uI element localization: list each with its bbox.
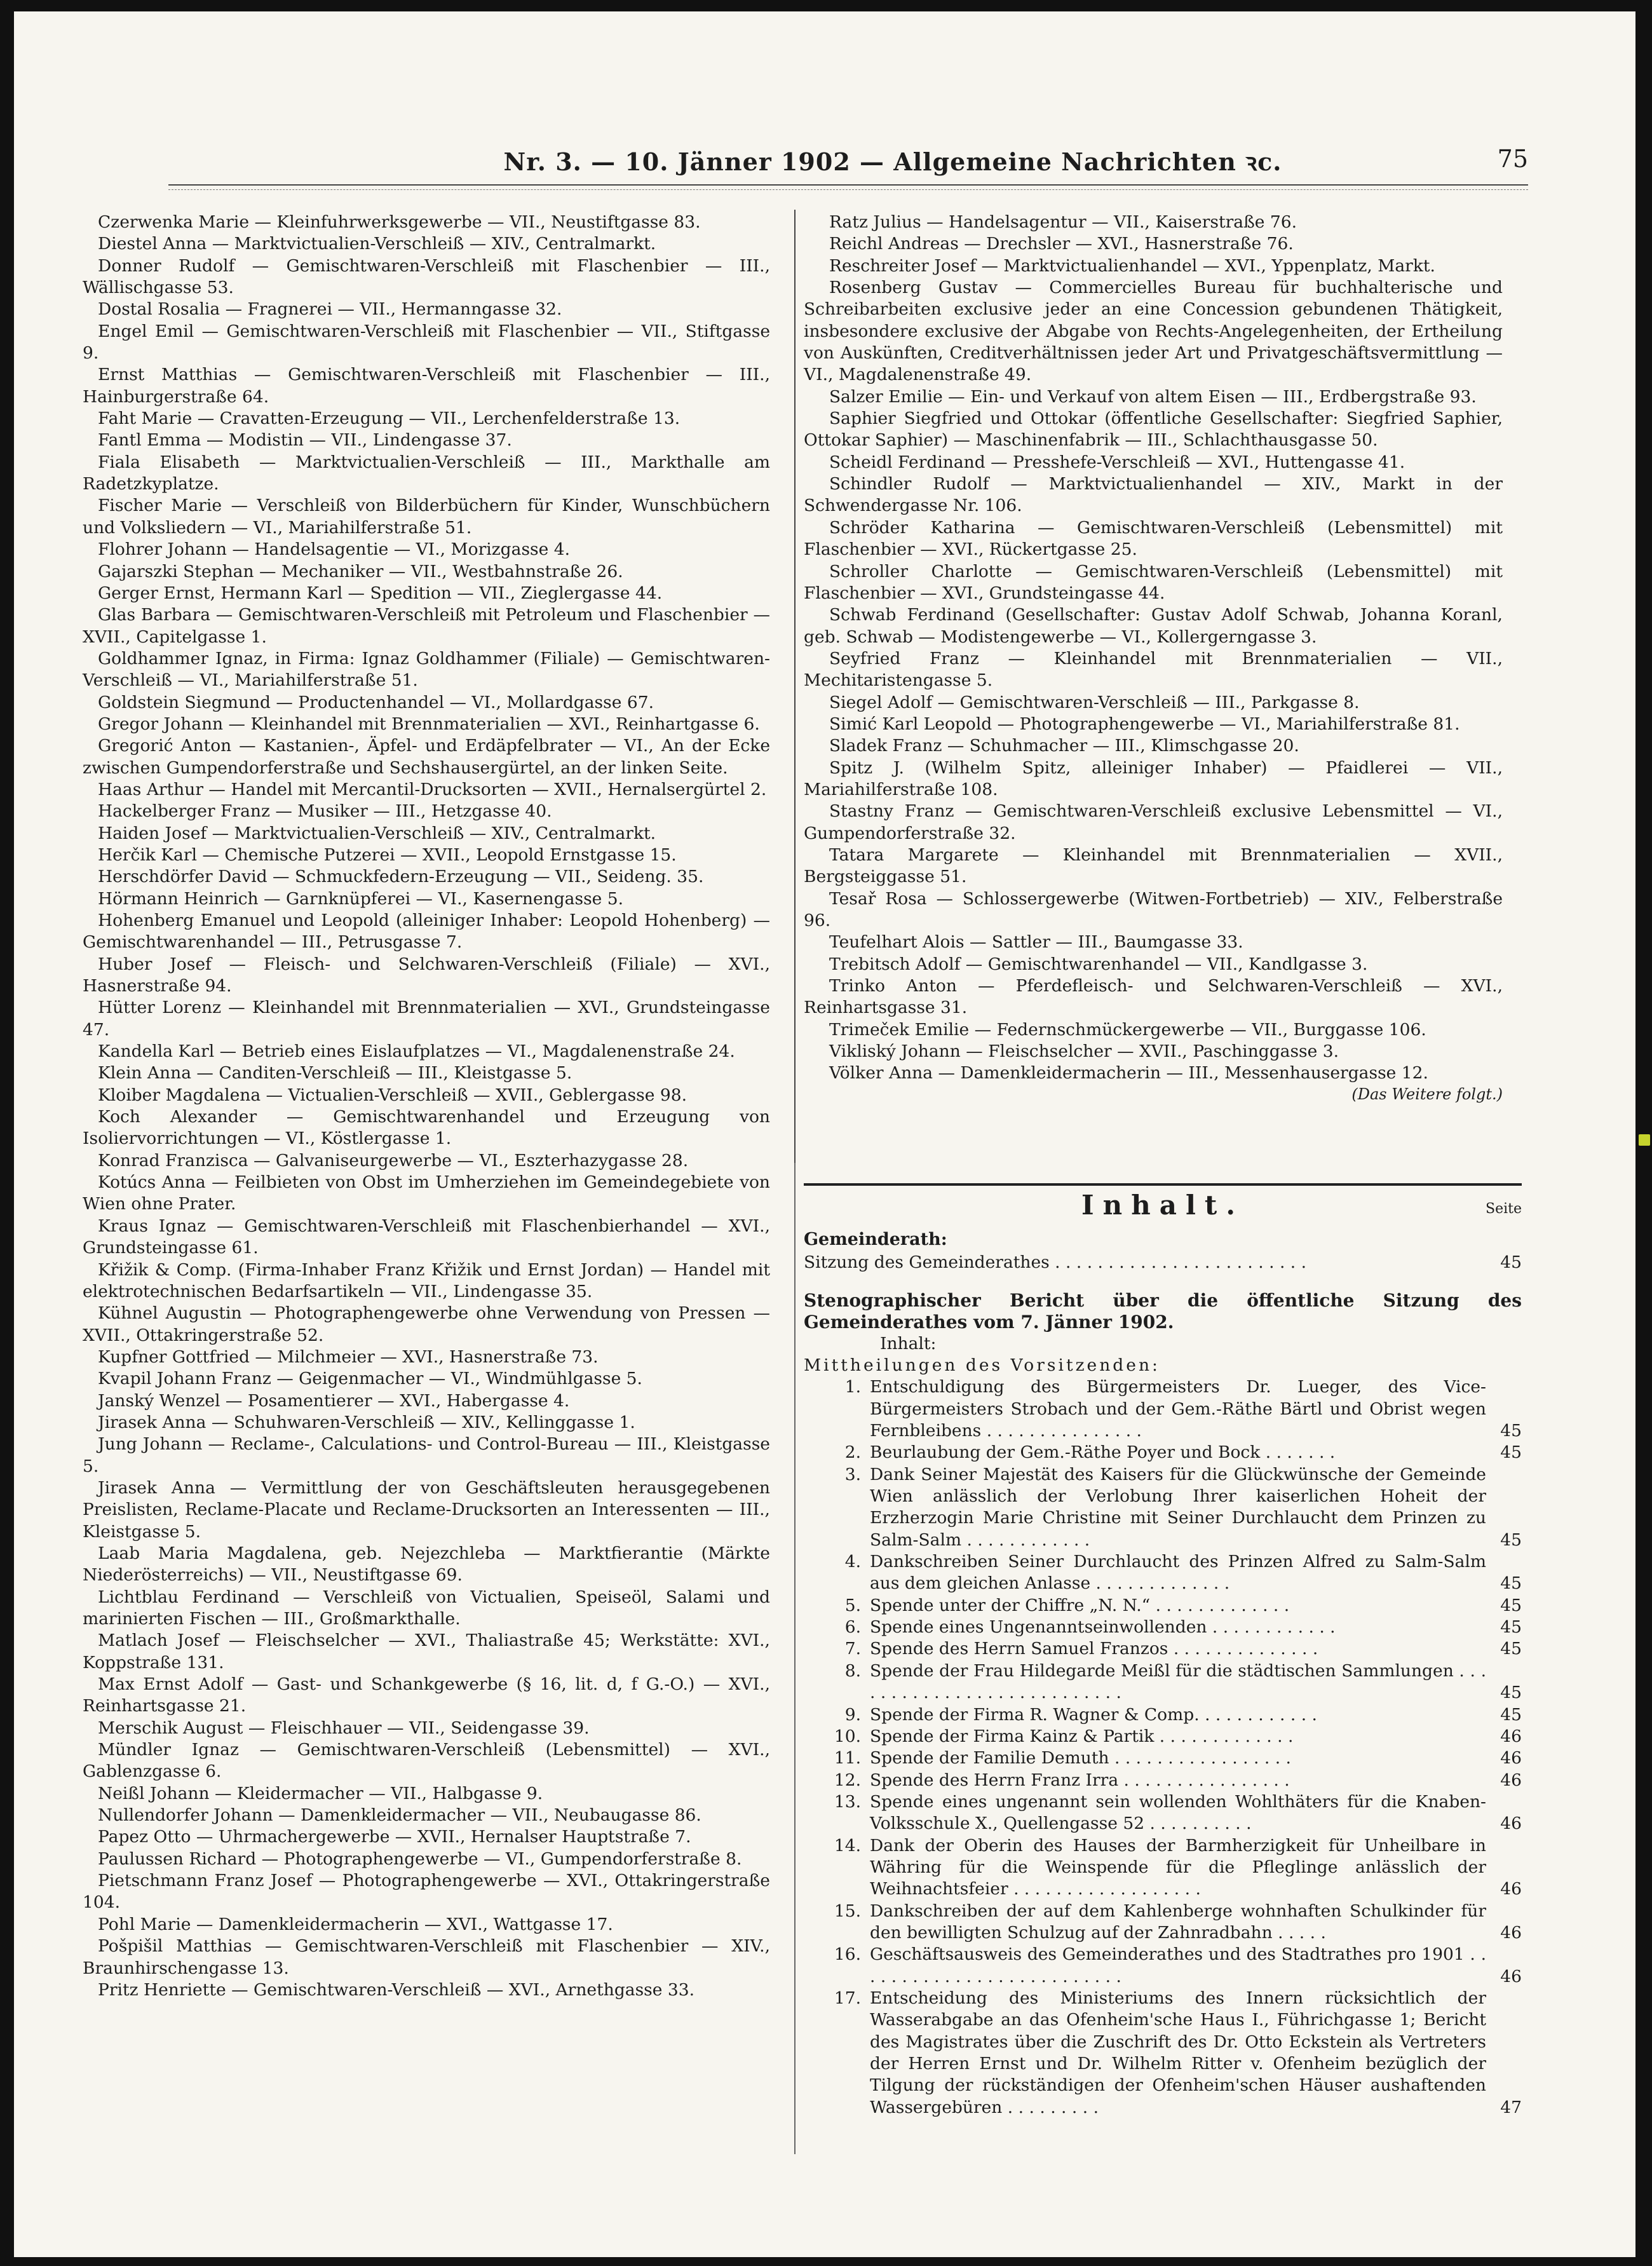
listing-entry: Hackelberger Franz — Musiker — III., Hetzgasse 40. [98,801,552,822]
toc-item-number: 15. [834,1901,861,1921]
scan-border-left [0,0,14,2266]
listing-entry: Goldstein Siegmund — Productenhandel — VI., Mollardgasse 67. [98,692,654,712]
listing-entry: Klein Anna — Canditen-Verschleiß — III., Kleistgasse 5. [98,1063,572,1083]
listing-entry: Matlach Josef — Fleischselcher — XVI., Thaliastraße 45; Werkstätte: XVI., Koppstraße 131. [83,1631,770,1672]
listing-entry: Jirasek Anna — Schuhwaren-Verschleiß — XIV., Kellinggasse 1. [98,1412,635,1432]
listing-entry: Kühnel Augustin — Photographengewerbe ohne Verwendung von Pressen — XVII., Ottakringerstraße 52. [83,1303,770,1345]
toc-item-text: Dank der Oberin des Hauses der Barmherzigkeit für Unheilbare in Währing für die Weinspende für die Pfleglinge anlässlich der Weihnachtsfeier . . . . . . . . . . . . . . . . . . [870,1835,1486,1899]
listing-entry: Engel Emil — Gemischtwaren-Verschleiß mit Flaschenbier — VII., Stiftgasse 9. [83,321,770,363]
listing-entry: Fiala Elisabeth — Marktvictualien-Verschleiß — III., Markthalle am Radetzkyplatze. [83,452,770,494]
toc-item [804,1747,1522,1769]
scan-border-top [0,0,1652,11]
toc-item [804,1376,1522,1442]
header-divider [168,184,1528,190]
toc-item-page: 47 [1500,2097,1522,2117]
listing-entry: Huber Josef — Fleisch- und Selchwaren-Verschleiß (Filiale) — XVI., Hasnerstraße 94. [83,954,770,996]
toc-item-text: Spende der Familie Demuth . . . . . . . . . . . . . . . . . [870,1748,1291,1768]
listing-entry: Gregor Johann — Kleinhandel mit Brennmaterialien — XVI., Reinhartgasse 6. [98,714,760,734]
toc-item-text: Dankschreiben der auf dem Kahlenberge wohnhaften Schulkinder für den bewilligten Schulzug auf der Zahnradbahn . . . . . [870,1901,1486,1943]
toc-item-text: Spende der Firma Kainz & Partik . . . . . . . . . . . . . [870,1726,1294,1746]
listing-entry: Janský Wenzel — Posamentierer — XVI., Habergasse 4. [98,1390,570,1411]
listing-entry: Goldhammer Ignaz, in Firma: Ignaz Goldhammer (Filiale) — Gemischtwaren-Verschleiß — VI., Mariahilferstraße 51. [83,648,770,691]
listing-entry: Hütter Lorenz — Kleinhandel mit Brennmaterialien — XVI., Grundsteingasse 47. [83,998,770,1040]
toc-item-text: Spende des Herrn Samuel Franzos . . . . . . . . . . . . . . [870,1639,1318,1659]
page-number: 75 [1497,145,1528,173]
right-column-listing [804,212,1503,1104]
listing-entry: Laab Maria Magdalena, geb. Nejezchleba — Marktfierantie (Märkte Niederösterreichs) — VII., Neustiftgasse 69. [83,1543,770,1585]
contents-divider [804,1183,1522,1186]
listing-entry: Kandella Karl — Betrieb eines Eislaufplatzes — VI., Magdalenenstraße 24. [98,1041,735,1062]
listing-entry: Donner Rudolf — Gemischtwaren-Verschleiß mit Flaschenbier — III., Wällischgasse 53. [83,255,770,298]
toc-item-page: 46 [1500,1770,1522,1790]
toc-item-number: 4. [844,1552,861,1572]
toc-item-number: 3. [844,1464,861,1484]
listing-entry: Kupfner Gottfried — Milchmeier — XVI., Hasnerstraße 73. [98,1347,599,1367]
toc-item [804,1835,1522,1901]
listing-entry: Kraus Ignaz — Gemischtwaren-Verschleiß mit Flaschenbierhandel — XVI., Grundsteingasse 61. [83,1216,770,1258]
toc-item-page: 45 [1500,1683,1522,1703]
listing-entry: Kotúcs Anna — Feilbieten von Obst im Umherziehen im Gemeindegebiete von Wien ohne Prater. [83,1172,770,1214]
inhalt-label: Inhalt: [880,1334,937,1354]
toc-item-number: 14. [834,1835,861,1856]
listing-entry: Koch Alexander — Gemischtwarenhandel und Erzeugung von Isoliervorrichtungen — VI., Köstlergasse 1. [83,1107,770,1149]
toc-item-number: 8. [844,1660,861,1681]
toc-item-text: Entschuldigung des Bürgermeisters Dr. Lueger, des Vice-Bürgermeisters Strobach und der Gem.-Räthe Bärtl und Obrist wegen Fernbleibens . . . . . . . . . . . . . . . [870,1377,1486,1441]
listing-entry: Nullendorfer Johann — Damenkleidermacher — VII., Neubaugasse 86. [98,1805,701,1826]
left-column-listing [83,212,770,2001]
report-title: Stenographischer Bericht über die öffentliche Sitzung des Gemeinderathes vom 7. Jänner 1902. [804,1290,1522,1333]
toc-item [804,1638,1522,1660]
listing-entry: Teufelhart Alois — Sattler — III., Baumgasse 33. [829,932,1243,953]
mittheilungen-label: Mittheilungen des Vorsitzenden: [804,1355,1160,1376]
listing-entry: Pohl Marie — Damenkleidermacherin — XVI., Wattgasse 17. [98,1914,613,1934]
toc-item-page: 46 [1500,1922,1522,1943]
listing-entry: Völker Anna — Damenkleidermacherin — III., Messenhausergasse 12. [829,1063,1428,1083]
toc-item-number: 11. [834,1748,861,1768]
listing-entry: Saphier Siegfried und Ottokar (öffentliche Gesellschafter: Siegfried Saphier, Ottokar Saphier) — Maschinenfabrik — III., Schlachthausgasse 50. [804,409,1503,451]
listing-entry: Rosenberg Gustav — Commercielles Bureau für buchhalterische und Schreibarbeiten exclusive jeder an eine Concession gebundenen Thätigkeit, insbesondere exclusive der Abgabe von Rechts-Angelegenheiten, der Ertheilung von Auskünften, Creditverhältnissen jeder Art und Privatgeschäftsvermittlung — VI., Magdalenenstraße 49. [804,278,1503,385]
color-marker [1639,1134,1650,1146]
listing-entry: Jung Johann — Reclame-, Calculations- und Control-Bureau — III., Kleistgasse 5. [83,1434,770,1476]
listing-entry: Fischer Marie — Verschleiß von Bilderbüchern für Kinder, Wunschbüchern und Volksliedern — VI., Mariahilferstraße 51. [83,496,770,538]
toc-item [804,1442,1522,1463]
listing-entry: Flohrer Johann — Handelsagentie — VI., Morizgasse 4. [98,539,571,560]
seite-label: Seite [1486,1201,1522,1217]
toc-item-page: 46 [1500,1879,1522,1899]
page-header [168,145,1528,183]
toc-item-text: Geschäftsausweis des Gemeinderathes und des Stadtrathes pro 1901 . . . . . . . . . . . . . . . . . . . . . . . . . . [870,1944,1486,1986]
toc-item-list [804,1376,1522,2119]
toc-item-page: 45 [1500,1617,1522,1638]
listing-entry: Merschik August — Fleischhauer — VII., Seidengasse 39. [98,1718,590,1738]
listing-entry: Trebitsch Adolf — Gemischtwarenhandel — VII., Kandlgasse 3. [829,954,1368,974]
toc-item-page: 45 [1500,1595,1522,1615]
listing-entry: Reichl Andreas — Drechsler — XVI., Hasnerstraße 76. [829,234,1294,254]
listing-entry: Ratz Julius — Handelsagentur — VII., Kaiserstraße 76. [829,212,1297,232]
toc-item-page: 45 [1500,1704,1522,1725]
toc-item [804,1726,1522,1747]
toc-item-number: 9. [844,1704,861,1725]
listing-entry: Diestel Anna — Marktvictualien-Verschleiß — XIV., Centralmarkt. [98,234,656,254]
listing-entry: Schwab Ferdinand (Gesellschafter: Gustav Adolf Schwab, Johanna Koranl, geb. Schwab — Modistengewerbe — VI., Kollergerngasse 3. [804,605,1503,647]
listing-entry: Salzer Emilie — Ein- und Verkauf von altem Eisen — III., Erdbergstraße 93. [829,386,1477,407]
listing-entry: Trinko Anton — Pferdefleisch- und Selchwaren-Verschleiß — XVI., Reinhartsgasse 31. [804,976,1503,1018]
listing-entry: Konrad Franzisca — Galvaniseurgewerbe — VI., Eszterhazygasse 28. [98,1150,689,1170]
continued-note: (Das Weitere folgt.) [1351,1085,1503,1103]
listing-entry: Haiden Josef — Marktvictualien-Verschleiß — XIV., Centralmarkt. [98,823,656,843]
listing-entry: Pritz Henriette — Gemischtwaren-Verschleiß — XVI., Arnethgasse 33. [98,1979,695,2000]
column-divider-lower [794,1163,796,2154]
toc-item-number: 12. [834,1770,861,1790]
toc-item-page: 45 [1500,1573,1522,1594]
contents-heading [804,1190,1522,1228]
listing-entry: Gregorić Anton — Kastanien-, Äpfel- und Erdäpfelbrater — VI., An der Ecke zwischen Gumpendorferstraße und Sechshausergürtel, an der linken Seite. [83,736,770,778]
listing-entry: Papez Otto — Uhrmachergewerbe — XVII., Hernalser Hauptstraße 7. [98,1827,691,1847]
toc-item [804,1660,1522,1704]
listing-entry: Max Ernst Adolf — Gast- und Schankgewerbe (§ 16, lit. d, f G.-O.) — XVI., Reinhartsgasse 21. [83,1674,770,1716]
listing-entry: Fantl Emma — Modistin — VII., Lindengasse 37. [98,430,512,451]
column-divider [794,210,796,1163]
listing-entry: Spitz J. (Wilhelm Spitz, alleiniger Inhaber) — Pfaidlerei — VII., Mariahilferstraße 108. [804,757,1503,799]
toc-item-page: 46 [1500,1748,1522,1768]
toc-item-text: Beurlaubung der Gem.-Räthe Poyer und Bock . . . . . . . [870,1442,1336,1463]
toc-item-page: 45 [1500,1421,1522,1441]
listing-entry: Herčik Karl — Chemische Putzerei — XVII., Leopold Ernstgasse 15. [98,845,677,865]
toc-item-text: Entscheidung des Ministeriums des Innern rücksichtlich der Wasserabgabe an das Ofenheim'sche Haus I., Führichgasse 1; Bericht des Magistrates über die Zuschrift des Dr. Otto Eckstein als Vertreters der Herren Ernst und Dr. Wilhelm Ritter v. Ofenheim bezüglich der Tilgung der rückständigen der Ofenheim'schen Häuser aushaftenden Wassergebüren . . . . . . . . . [870,1988,1486,2117]
listing-entry: Kloiber Magdalena — Victualien-Verschleiß — XVII., Geblergasse 98. [98,1085,687,1105]
toc-item-page: 46 [1500,1726,1522,1746]
toc-item-number: 1. [844,1377,861,1397]
toc-item-page: 46 [1500,1966,1522,1986]
listing-entry: Schindler Rudolf — Marktvictualienhandel — XIV., Markt in der Schwendergasse Nr. 106. [804,474,1503,516]
toc-item-page: 45 [1500,1530,1522,1550]
listing-entry: Mündler Ignaz — Gemischtwaren-Verschleiß (Lebensmittel) — XVI., Gablenzgasse 6. [83,1740,770,1782]
listing-entry: Lichtblau Ferdinand — Verschleiß von Victualien, Speiseöl, Salami und marinierten Fischen — III., Großmarkthalle. [83,1587,770,1629]
listing-entry: Glas Barbara — Gemischtwaren-Verschleiß mit Petroleum und Flaschenbier — XVII., Capitelgasse 1. [83,605,770,647]
listing-entry: Neißl Johann — Kleidermacher — VII., Halbgasse 9. [98,1783,543,1803]
listing-entry: Gajarszki Stephan — Mechaniker — VII., Westbahnstraße 26. [98,561,623,581]
toc-item-number: 2. [844,1442,861,1463]
listing-entry: Ernst Matthias — Gemischtwaren-Verschleiß mit Flaschenbier — III., Hainburgerstraße 64. [83,365,770,407]
listing-entry: Schröder Katharina — Gemischtwaren-Verschleiß (Lebensmittel) mit Flaschenbier — XVI., Rückertgasse 25. [804,517,1503,560]
listing-entry: Paulussen Richard — Photographengewerbe — VI., Gumpendorferstraße 8. [98,1849,742,1869]
toc-item-number: 16. [834,1944,861,1965]
toc-item-page: 45 [1500,1639,1522,1659]
toc-item-number: 6. [844,1617,861,1638]
toc-item-number: 7. [844,1639,861,1659]
table-of-contents [804,1183,1522,2119]
listing-entry: Siegel Adolf — Gemischtwaren-Verschleiß — III., Parkgasse 8. [829,692,1360,712]
listing-entry: Jirasek Anna — Vermittlung der von Geschäftsleuten herausgegebenen Preislisten, Reclame-Placate und Reclame-Drucksorten an Interessenten — III., Kleistgasse 5. [83,1477,770,1542]
listing-entry: Haas Arthur — Handel mit Mercantil-Drucksorten — XVII., Hernalsergürtel 2. [98,779,767,799]
listing-entry: Tatara Margarete — Kleinhandel mit Brennmaterialien — XVII., Bergsteiggasse 51. [804,845,1503,887]
toc-item [804,1704,1522,1726]
toc-item [804,1617,1522,1638]
listing-entry: Stastny Franz — Gemischtwaren-Verschleiß exclusive Lebensmittel — VI., Gumpendorferstraße 32. [804,801,1503,843]
scan-border-right [1635,0,1652,2266]
gemeinderath-label: Gemeinderath: [804,1230,947,1249]
contents-title: Inhalt. [1081,1190,1244,1221]
listing-entry: Kvapil Johann Franz — Geigenmacher — VI., Windmühlgasse 5. [98,1369,642,1389]
toc-item [804,1988,1522,2119]
toc-item-text: Spende unter der Chiffre „N. N.“ . . . . . . . . . . . . . [870,1595,1290,1615]
toc-sitzung [804,1252,1522,1273]
toc-item [804,1901,1522,1944]
page-title: Nr. 3. — 10. Jänner 1902 — Allgemeine Nachrichten ꝛc. [503,147,1282,176]
listing-entry: Gerger Ernst, Hermann Karl — Spedition — VII., Zieglergasse 44. [98,583,663,603]
toc-sitzung-page: 45 [1500,1252,1522,1272]
scan-border-bottom [0,2257,1652,2266]
listing-entry: Hörmann Heinrich — Garnknüpferei — VI., Kasernengasse 5. [98,888,624,909]
listing-entry: Simić Karl Leopold — Photographengewerbe — VI., Mariahilferstraße 81. [829,714,1460,734]
toc-item [804,1944,1522,1988]
toc-sitzung-text: Sitzung des Gemeinderathes . . . . . . . . . . . . . . . . . . . . . . . . [804,1252,1307,1272]
toc-item-text: Spende der Firma R. Wagner & Comp. . . . . . . . . . . . [870,1704,1317,1725]
listing-entry: Tesař Rosa — Schlossergewerbe (Witwen-Fortbetrieb) — XIV., Felberstraße 96. [804,888,1503,930]
listing-entry: Scheidl Ferdinand — Presshefe-Verschleiß — XVI., Huttengasse 41. [829,452,1405,472]
listing-entry: Faht Marie — Cravatten-Erzeugung — VII., Lerchenfelderstraße 13. [98,409,680,429]
toc-item-number: 13. [834,1791,861,1812]
listing-entry: Herschdörfer David — Schmuckfedern-Erzeugung — VII., Seideng. 35. [98,867,704,887]
toc-item [804,1791,1522,1835]
toc-item-number: 17. [834,1988,861,2008]
toc-item-text: Dank Seiner Majestät des Kaisers für die Glückwünsche der Gemeinde Wien anlässlich der Verlobung Ihrer kaiserlichen Hoheit der Erzherzogin Marie Christine mit Seiner Durchlaucht dem Prinzen zu Salm-Salm . . . . . . . . . . . . [870,1464,1486,1550]
listing-entry: Vikliský Johann — Fleischselcher — XVII., Paschinggasse 3. [829,1041,1339,1062]
listing-entry: Pošpišil Matthias — Gemischtwaren-Verschleiß mit Flaschenbier — XIV., Braunhirschengasse 13. [83,1936,770,1978]
listing-entry: Dostal Rosalia — Fragnerei — VII., Hermanngasse 32. [98,299,562,320]
toc-item-text: Spende der Frau Hildegarde Meißl für die städtischen Sammlungen . . . . . . . . . . . . . . . . . . . . . . . . . . . [870,1660,1486,1703]
toc-item-page: 45 [1500,1442,1522,1463]
toc-item-text: Spende des Herrn Franz Irra . . . . . . . . . . . . . . . . [870,1770,1290,1790]
listing-entry: Hohenberg Emanuel und Leopold (alleiniger Inhaber: Leopold Hohenberg) — Gemischtwarenhandel — III., Petrusgasse 7. [83,911,770,953]
toc-item [804,1770,1522,1791]
listing-entry: Schroller Charlotte — Gemischtwaren-Verschleiß (Lebensmittel) mit Flaschenbier — XVI., Grundsteingasse 44. [804,561,1503,603]
toc-item-number: 10. [834,1726,861,1746]
listing-entry: Seyfried Franz — Kleinhandel mit Brennmaterialien — VII., Mechitaristengasse 5. [804,648,1503,691]
listing-entry: Pietschmann Franz Josef — Photographengewerbe — XVI., Ottakringerstraße 104. [83,1871,770,1913]
listing-entry: Czerwenka Marie — Kleinfuhrwerksgewerbe — VII., Neustiftgasse 83. [98,212,701,232]
toc-item [804,1551,1522,1595]
toc-item-number: 5. [844,1595,861,1615]
listing-entry: Trimeček Emilie — Federnschmückergewerbe — VII., Burggasse 106. [829,1019,1426,1040]
toc-item-text: Dankschreiben Seiner Durchlaucht des Prinzen Alfred zu Salm-Salm aus dem gleichen Anlasse . . . . . . . . . . . . . [870,1552,1486,1594]
toc-item [804,1464,1522,1551]
toc-item-page: 46 [1500,1814,1522,1834]
listing-entry: Reschreiter Josef — Marktvictualienhandel — XVI., Yppenplatz, Markt. [829,255,1435,276]
toc-item-text: Spende eines ungenannt sein wollenden Wohlthäters für die Knaben-Volksschule X., Quellengasse 52 . . . . . . . . . . [870,1791,1486,1834]
listing-entry: Sladek Franz — Schuhmacher — III., Klimschgasse 20. [829,736,1299,756]
listing-entry: Křižik & Comp. (Firma-Inhaber Franz Křižik und Ernst Jordan) — Handel mit elektrotechnischen Bedarfsartikeln — VII., Lindengasse 35. [83,1259,770,1301]
toc-item [804,1595,1522,1617]
toc-item-text: Spende eines Ungenanntseinwollenden . . . . . . . . . . . . [870,1617,1336,1638]
